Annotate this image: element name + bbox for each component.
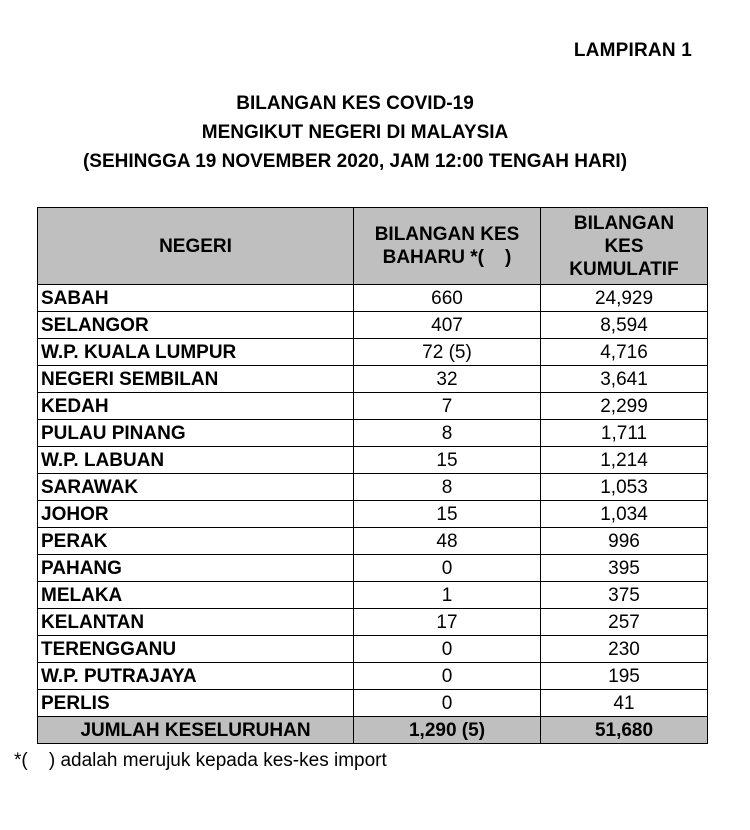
cumulative-cell: 41: [541, 690, 708, 717]
state-cell: KEDAH: [38, 393, 354, 420]
table-row: [38, 366, 708, 393]
cumulative-cell: 375: [541, 582, 708, 609]
title-line-1: BILANGAN KES COVID-19: [236, 93, 474, 114]
new-cases-cell: 0: [354, 690, 541, 717]
appendix-label: LAMPIRAN 1: [573, 40, 692, 61]
state-cell: TERENGGANU: [38, 636, 354, 663]
state-cell: KELANTAN: [38, 609, 354, 636]
footnote: *( ) adalah merujuk kepada kes-kes import: [14, 750, 387, 771]
title-line-3: (SEHINGGA 19 NOVEMBER 2020, JAM 12:00 TENGAH HARI): [82, 151, 628, 172]
total-label: JUMLAH KESELURUHAN: [38, 717, 354, 744]
header-state: [38, 208, 354, 285]
state-cell: SELANGOR: [38, 312, 354, 339]
new-cases-cell: 32: [354, 366, 541, 393]
state-cell: SABAH: [38, 285, 354, 312]
new-cases-cell: 15: [354, 501, 541, 528]
new-cases-cell: 8: [354, 420, 541, 447]
cumulative-cell: 395: [541, 555, 708, 582]
cumulative-cell: 195: [541, 663, 708, 690]
cumulative-cell: 4,716: [541, 339, 708, 366]
table-header-row: [38, 208, 708, 285]
table-row: [38, 528, 708, 555]
state-cell: W.P. LABUAN: [38, 447, 354, 474]
document-title: [0, 89, 710, 176]
state-cell: PULAU PINANG: [38, 420, 354, 447]
new-cases-cell: 0: [354, 555, 541, 582]
state-cell: MELAKA: [38, 582, 354, 609]
state-cell: PERAK: [38, 528, 354, 555]
header-cumulative-line-3: KUMULATIF: [569, 258, 679, 280]
total-row: [38, 717, 708, 744]
table-row: [38, 501, 708, 528]
state-cell: W.P. KUALA LUMPUR: [38, 339, 354, 366]
header-state-label: NEGERI: [159, 235, 232, 257]
table-row: [38, 420, 708, 447]
new-cases-cell: 48: [354, 528, 541, 555]
covid-cases-table: [37, 207, 708, 744]
cumulative-cell: 1,034: [541, 501, 708, 528]
table-row: [38, 339, 708, 366]
new-cases-cell: 72 (5): [354, 339, 541, 366]
table-row: [38, 690, 708, 717]
header-cumulative-line-2: KES: [604, 235, 644, 257]
table-row: [38, 312, 708, 339]
cumulative-cell: 24,929: [541, 285, 708, 312]
new-cases-cell: 8: [354, 474, 541, 501]
cumulative-cell: 3,641: [541, 366, 708, 393]
table-row: [38, 555, 708, 582]
new-cases-cell: 17: [354, 609, 541, 636]
header-cumulative-line-1: BILANGAN: [573, 212, 675, 234]
total-new-cases: 1,290 (5): [354, 717, 541, 744]
table-row: [38, 285, 708, 312]
new-cases-cell: 660: [354, 285, 541, 312]
new-cases-cell: 7: [354, 393, 541, 420]
state-cell: JOHOR: [38, 501, 354, 528]
new-cases-cell: 1: [354, 582, 541, 609]
new-cases-cell: 0: [354, 636, 541, 663]
title-line-2: MENGIKUT NEGERI DI MALAYSIA: [201, 122, 509, 143]
header-new-cases: [354, 208, 541, 285]
header-new-cases-line-2: BAHARU *( ): [382, 247, 512, 268]
new-cases-cell: 15: [354, 447, 541, 474]
table-row: [38, 393, 708, 420]
state-cell: NEGERI SEMBILAN: [38, 366, 354, 393]
cumulative-cell: 2,299: [541, 393, 708, 420]
state-cell: PERLIS: [38, 690, 354, 717]
table-row: [38, 447, 708, 474]
table-row: [38, 474, 708, 501]
new-cases-cell: 407: [354, 312, 541, 339]
table-row: [38, 636, 708, 663]
cumulative-cell: 1,214: [541, 447, 708, 474]
cumulative-cell: 1,711: [541, 420, 708, 447]
table-row: [38, 609, 708, 636]
cumulative-cell: 230: [541, 636, 708, 663]
state-cell: PAHANG: [38, 555, 354, 582]
table-row: [38, 663, 708, 690]
table-row: [38, 582, 708, 609]
state-cell: SARAWAK: [38, 474, 354, 501]
cumulative-cell: 257: [541, 609, 708, 636]
total-cumulative: 51,680: [541, 717, 708, 744]
cumulative-cell: 1,053: [541, 474, 708, 501]
cumulative-cell: 8,594: [541, 312, 708, 339]
new-cases-cell: 0: [354, 663, 541, 690]
header-new-cases-line-1: BILANGAN KES: [374, 224, 520, 245]
state-cell: W.P. PUTRAJAYA: [38, 663, 354, 690]
cumulative-cell: 996: [541, 528, 708, 555]
header-cumulative: [541, 208, 708, 285]
